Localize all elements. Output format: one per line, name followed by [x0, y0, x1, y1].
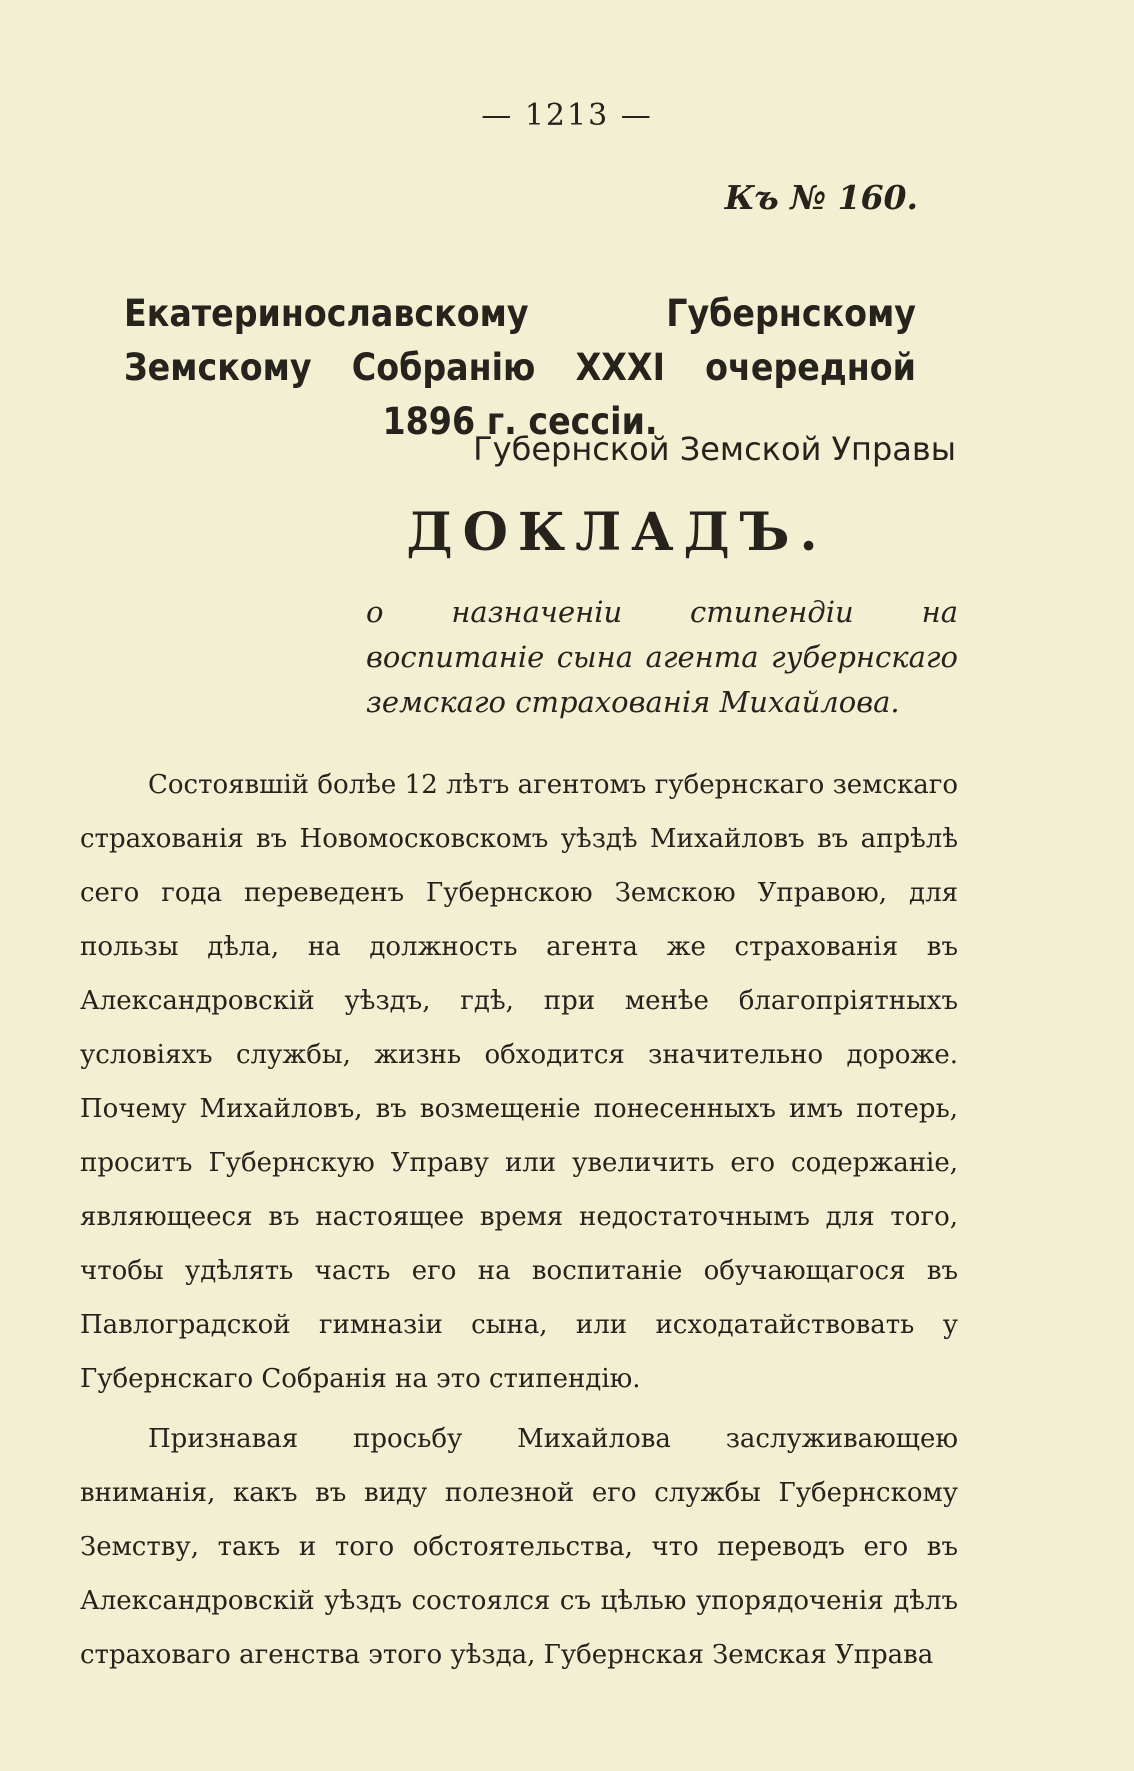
body-paragraph-2: Признавая просьбу Михайлова заслуживающею вниманія, какъ въ виду полезной его службы Губернскому Земству, такъ и того обстоятельства, что переводъ его въ Александровскій уѣздъ состоялся съ цѣлью упорядоченія дѣлъ страховаго агенства этого уѣзда, Губернская Земская Управа [80, 1424, 958, 1670]
report-body [80, 758, 958, 1682]
body-paragraph-1: Состоявшій болѣе 12 лѣтъ агентомъ губернскаго земскаго страхованія въ Новомосковскомъ уѣздѣ Михайловъ въ апрѣлѣ сего года переведенъ Губернскою Земскою Управою, для пользы дѣла, на должность агента же страхованія въ Александровскій уѣздъ, гдѣ, при менѣе благопріятныхъ условіяхъ службы, жизнь обходится значительно дороже. Почему Михайловъ, въ возмещеніе понесенныхъ имъ потерь, проситъ Губернскую Управу или увеличить его содержаніе, являющееся въ настоящее время недостаточнымъ для того, чтобы удѣлять часть его на воспитаніе обучающагося въ Павлоградской гимназіи сына, или исходатайствовать у Губернскаго Собранія на это стипендію. [80, 770, 958, 1394]
page-number: — 1213 — [481, 98, 653, 133]
reference-number: Къ № 160. [724, 178, 918, 217]
addressee-heading: Екатеринославскому Губернскому Земскому Собранію XXXI очередной 1896 г. сессіи. [124, 292, 916, 443]
report-subject: о назначеніи стипендіи на воспитаніе сына агента губернскаго земскаго страхованія Михайлова. [366, 595, 958, 719]
document-title: ДОКЛАДЪ. [406, 502, 828, 563]
sender-line: Губернской Земской Управы [473, 430, 956, 468]
